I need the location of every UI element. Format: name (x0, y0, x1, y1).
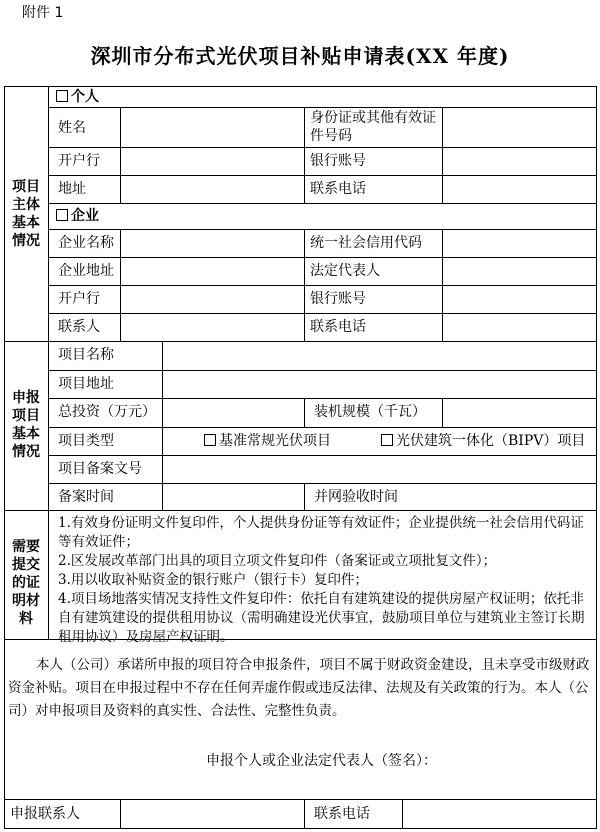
label-enterprise-phone: 联系电话 (310, 319, 366, 335)
attachment-label: 附件 1 (22, 5, 64, 21)
row-line (48, 370, 597, 371)
section-label-subject: 项目主体基本情况 (12, 179, 40, 249)
checkbox-individual[interactable] (56, 90, 68, 102)
col-line (304, 398, 305, 427)
label-name: 姓名 (58, 120, 86, 136)
col-line (442, 107, 443, 203)
section-label-materials: 需要提交的证明材料 (12, 539, 40, 627)
label-column-divider (48, 86, 49, 639)
col-line (304, 799, 305, 829)
label-filing-time: 备案时间 (58, 489, 114, 505)
label-enterprise-account: 银行账号 (310, 291, 366, 307)
section-line (4, 341, 597, 342)
label-applicant-contact: 申报联系人 (10, 806, 80, 822)
requirements-list (58, 514, 594, 647)
label-phone: 联系电话 (310, 181, 366, 197)
section-label-project: 申报项目基本情况 (12, 390, 40, 460)
enterprise-option[interactable] (56, 207, 99, 225)
row-line (48, 203, 597, 204)
type-option-standard-label: 基准常规光伏项目 (219, 433, 331, 449)
label-legal-rep: 法定代表人 (310, 263, 380, 279)
label-filing-number: 项目备案文号 (58, 461, 142, 477)
row-line (48, 107, 597, 108)
signature-line: 申报个人或企业法定代表人（签名）： (206, 753, 437, 769)
row-line (48, 229, 597, 230)
row-line (48, 427, 597, 428)
row-line (48, 285, 597, 286)
border-top (4, 86, 597, 87)
label-id-document: 身份证或其他有效证件号码 (310, 110, 436, 144)
requirement-item: 4.项目场地落实情况支持性文件复印件：依托自有建筑建设的提供房屋产权证明；依托非自有建筑建设的提供租用协议（需明确建设光伏事宜，鼓励项目单位与建筑业主签订长期租用协议）及房屋产权证明。 (58, 591, 585, 645)
individual-option-label: 个人 (71, 89, 99, 105)
requirement-item: 1.有效身份证明文件复印件，个人提供身份证等有效证件；企业提供统一社会信用代码证等有效证件； (58, 515, 584, 550)
row-line (48, 313, 597, 314)
label-capacity: 装机规模（千瓦） (314, 404, 426, 420)
individual-option[interactable] (56, 88, 99, 106)
row-line (48, 147, 597, 148)
checkbox-enterprise[interactable] (56, 209, 68, 221)
label-grid-time: 并网验收时间 (314, 489, 398, 505)
requirement-item: 2.区发展改革部门出具的项目立项文件复印件（备案证或立项批复文件）； (58, 553, 497, 569)
type-option-standard[interactable] (204, 432, 331, 450)
row-line (48, 455, 597, 456)
pledge-statement: 本人（公司）承诺所申报的项目符合申报条件，项目不属于财政资金建设，且未享受市级财政资金补贴。项目在申报过程中不存在任何弄虚作假或违反法律、法规及有关政策的行为。本人（公司）对申报项目及资料的真实性、合法性、完整性负责。 (8, 657, 590, 719)
col-line (120, 107, 121, 203)
col-line (442, 229, 443, 341)
col-line (304, 483, 305, 510)
label-enterprise-bank: 开户行 (58, 291, 100, 307)
page-title: 深圳市分布式光伏项目补贴申请表(XX 年度) (90, 44, 510, 68)
border-bottom (4, 828, 597, 829)
col-line (120, 229, 121, 341)
row-line (48, 175, 597, 176)
label-enterprise-name: 企业名称 (58, 235, 114, 251)
col-line (304, 107, 305, 203)
label-address: 地址 (58, 181, 86, 197)
checkbox-standard-pv[interactable] (204, 434, 216, 446)
label-account: 银行账号 (310, 153, 366, 169)
label-enterprise-address: 企业地址 (58, 263, 114, 279)
border-left (4, 86, 5, 829)
label-project-name: 项目名称 (58, 347, 114, 363)
col-line (304, 229, 305, 341)
col-line (442, 398, 443, 427)
section-line (4, 799, 597, 800)
label-total-investment: 总投资（万元） (58, 404, 156, 420)
enterprise-option-label: 企业 (71, 208, 99, 224)
col-line (120, 799, 121, 829)
col-line (402, 799, 403, 829)
label-project-type: 项目类型 (58, 433, 114, 449)
type-option-bipv-label: 光伏建筑一体化（BIPV）项目 (396, 433, 586, 449)
border-right (596, 86, 597, 829)
requirement-item: 3.用以收取补贴资金的银行账户（银行卡）复印件； (58, 572, 368, 588)
application-form (4, 86, 597, 829)
label-credit-code: 统一社会信用代码 (310, 235, 422, 251)
label-footer-phone: 联系电话 (314, 806, 370, 822)
row-line (48, 257, 597, 258)
label-bank: 开户行 (58, 153, 100, 169)
label-project-address: 项目地址 (58, 376, 114, 392)
checkbox-bipv[interactable] (381, 434, 393, 446)
section-line (4, 510, 597, 511)
label-contact: 联系人 (58, 319, 100, 335)
row-line (48, 483, 597, 484)
col-line (162, 341, 163, 510)
type-option-bipv[interactable] (381, 432, 585, 450)
row-line (48, 398, 597, 399)
